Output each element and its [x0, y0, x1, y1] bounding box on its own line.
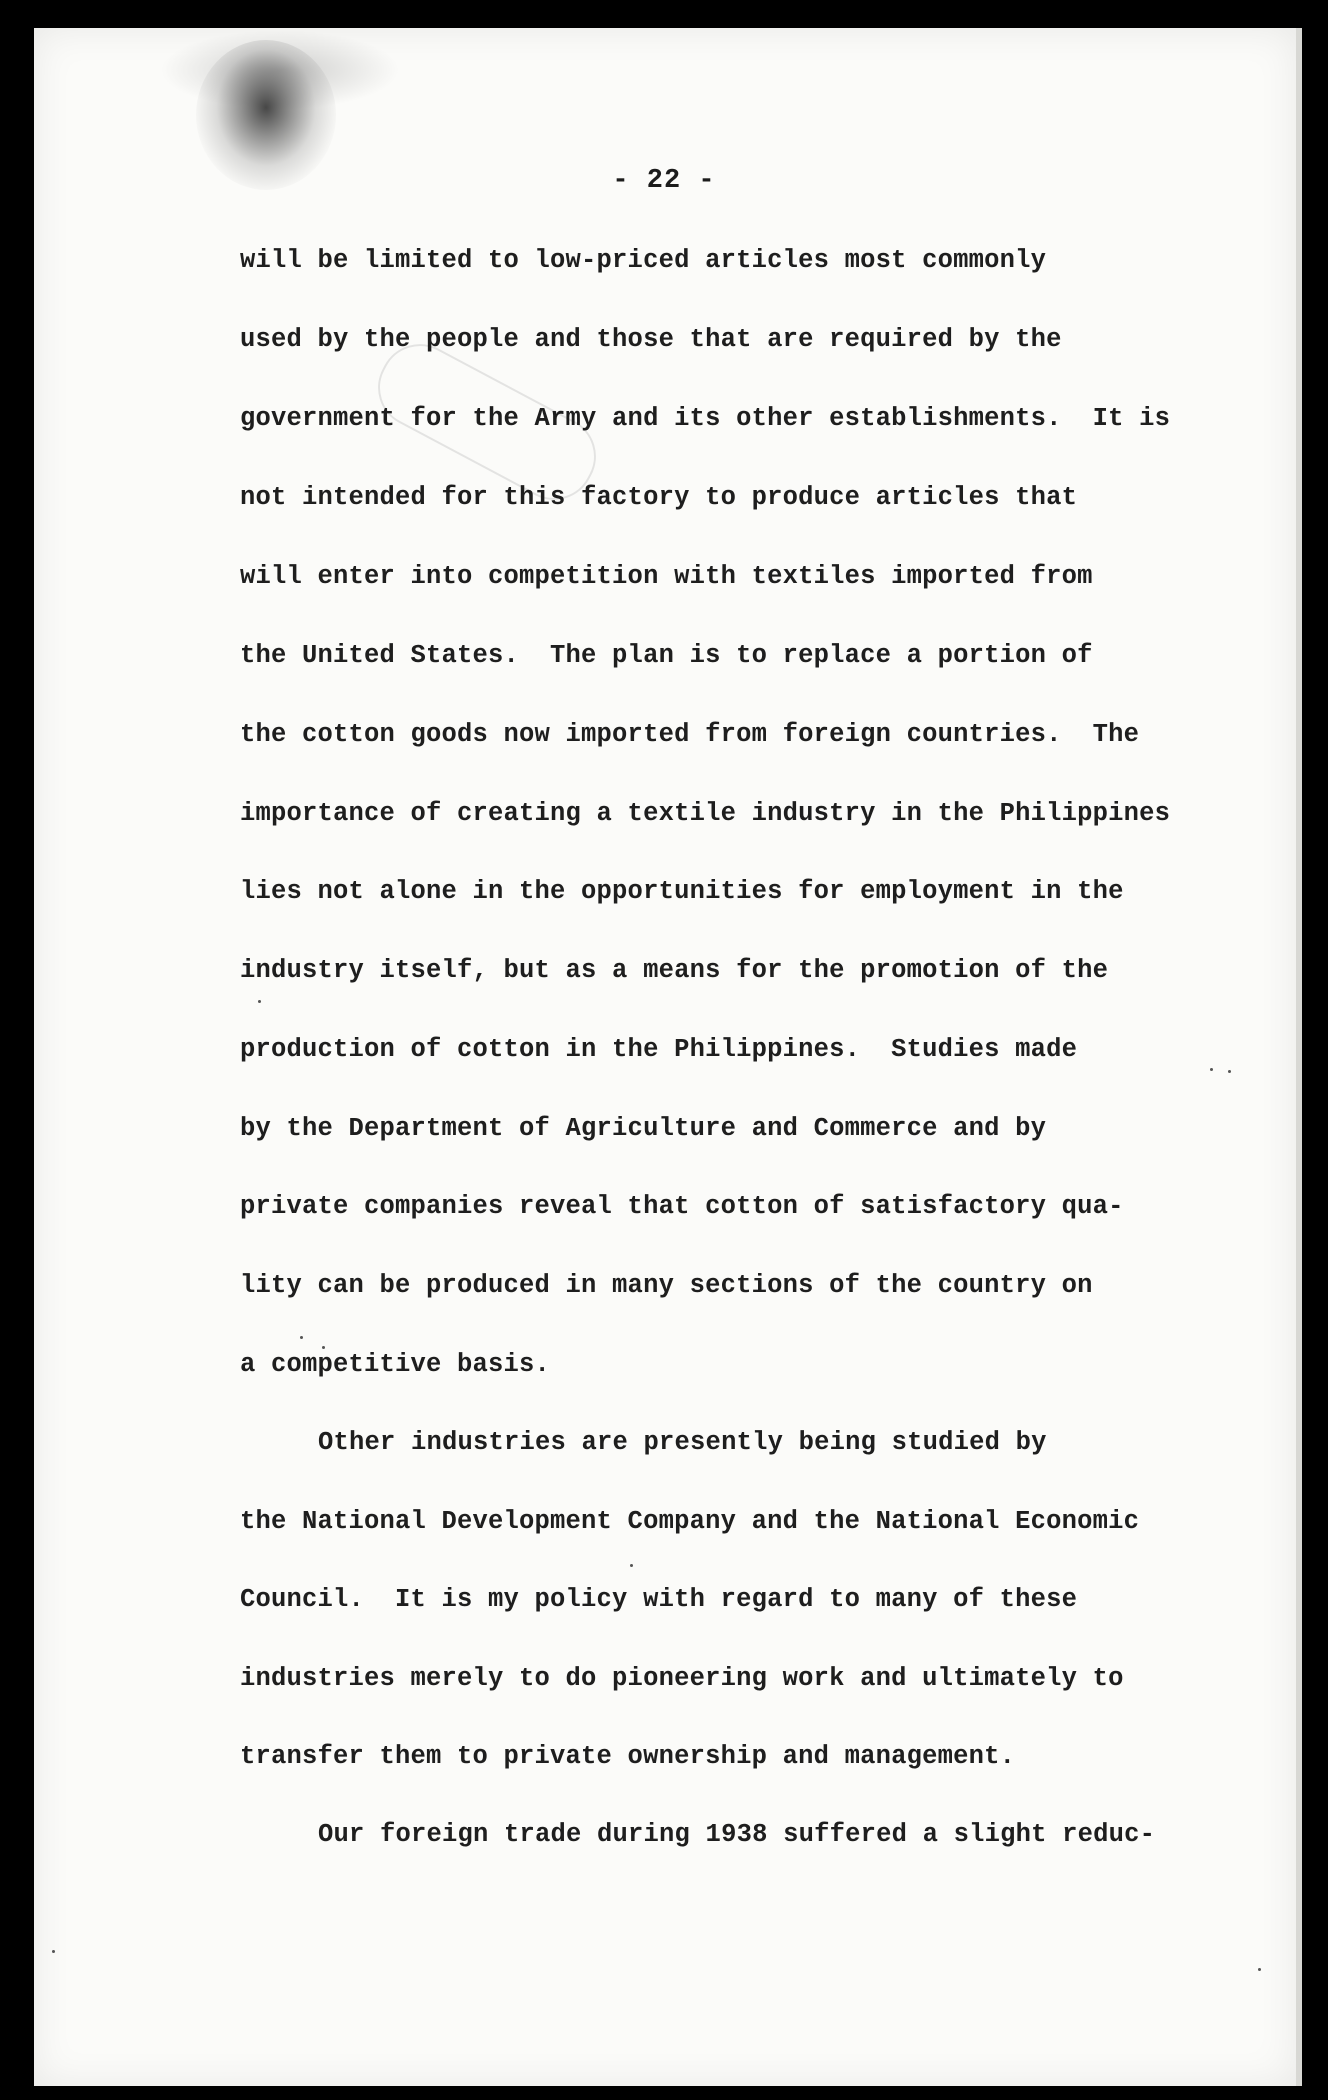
- text-line: will enter into competition with textiles imported from: [240, 562, 1093, 591]
- text-line: industry itself, but as a means for the promotion of the: [240, 956, 1109, 985]
- text-line: industries merely to do pioneering work and ultimately to: [240, 1664, 1124, 1693]
- page-edge: [1296, 28, 1302, 2086]
- text-line: the United States. The plan is to replace a portion of: [240, 641, 1093, 670]
- text-line: the cotton goods now imported from foreign countries. The: [240, 720, 1140, 749]
- speck: [300, 1336, 303, 1339]
- text-line: used by the people and those that are required by the: [240, 325, 1062, 354]
- text-line: lies not alone in the opportunities for employment in the: [240, 877, 1124, 906]
- text-line: lity can be produced in many sections of the country on: [240, 1271, 1093, 1300]
- text-line: production of cotton in the Philippines. Studies made: [240, 1035, 1078, 1064]
- speck: [630, 1564, 633, 1567]
- speck: [52, 1950, 55, 1953]
- text-line: importance of creating a textile industry in the Philippines: [240, 799, 1171, 828]
- text-line: Other industries are presently being studied by: [318, 1428, 1047, 1457]
- speck: [1258, 1968, 1261, 1971]
- text-line: by the Department of Agriculture and Commerce and by: [240, 1114, 1047, 1143]
- text-line: Our foreign trade during 1938 suffered a slight reduc-: [318, 1820, 1156, 1849]
- speck: [258, 1000, 261, 1003]
- text-line: government for the Army and its other establishments. It is: [240, 404, 1171, 433]
- speck: [322, 1346, 325, 1349]
- text-line: the National Development Company and the National Economic: [240, 1507, 1140, 1536]
- page-number: - 22 -: [612, 166, 716, 196]
- speck: [1228, 1070, 1231, 1073]
- text-line: not intended for this factory to produce articles that: [240, 483, 1078, 512]
- text-line: transfer them to private ownership and management.: [240, 1742, 1016, 1771]
- text-line: a competitive basis.: [240, 1350, 551, 1379]
- text-line: private companies reveal that cotton of satisfactory qua-: [240, 1192, 1124, 1221]
- speck: [1210, 1068, 1213, 1071]
- text-line: Council. It is my policy with regard to many of these: [240, 1585, 1078, 1614]
- text-line: will be limited to low-priced articles most commonly: [240, 246, 1047, 275]
